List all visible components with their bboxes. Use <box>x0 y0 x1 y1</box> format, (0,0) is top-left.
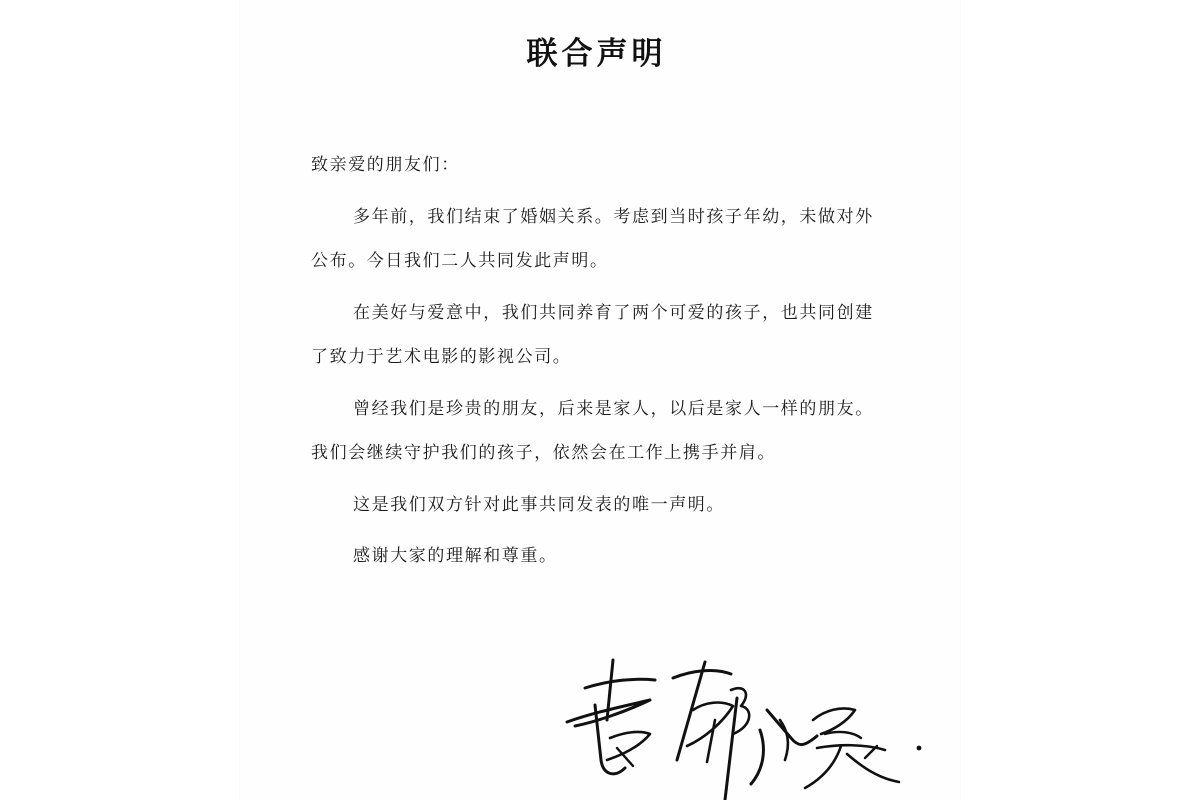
paragraph-1: 多年前，我们结束了婚姻关系。考虑到当时孩子年幼，未做对外公布。今日我们二人共同发此声明。 <box>311 206 874 271</box>
greeting-line: 致亲爱的朋友们： <box>311 155 460 175</box>
paragraph-5: 感谢大家的理解和尊重。 <box>353 546 558 566</box>
document-title: 联合声明 <box>526 36 667 72</box>
document-body <box>311 143 891 586</box>
handwritten-signature <box>555 650 935 800</box>
paragraph-4: 这是我们双方针对此事共同发表的唯一声明。 <box>353 494 725 515</box>
paragraph-2: 在美好与爱意中，我们共同养育了两个可爱的孩子，也共同创建了致力于艺术电影的影视公司。 <box>311 302 874 367</box>
paragraph-3: 曾经我们是珍贵的朋友，后来是家人，以后是家人一样的朋友。我们会继续守护我们的孩子，依然会在工作上携手并肩。 <box>311 398 874 463</box>
